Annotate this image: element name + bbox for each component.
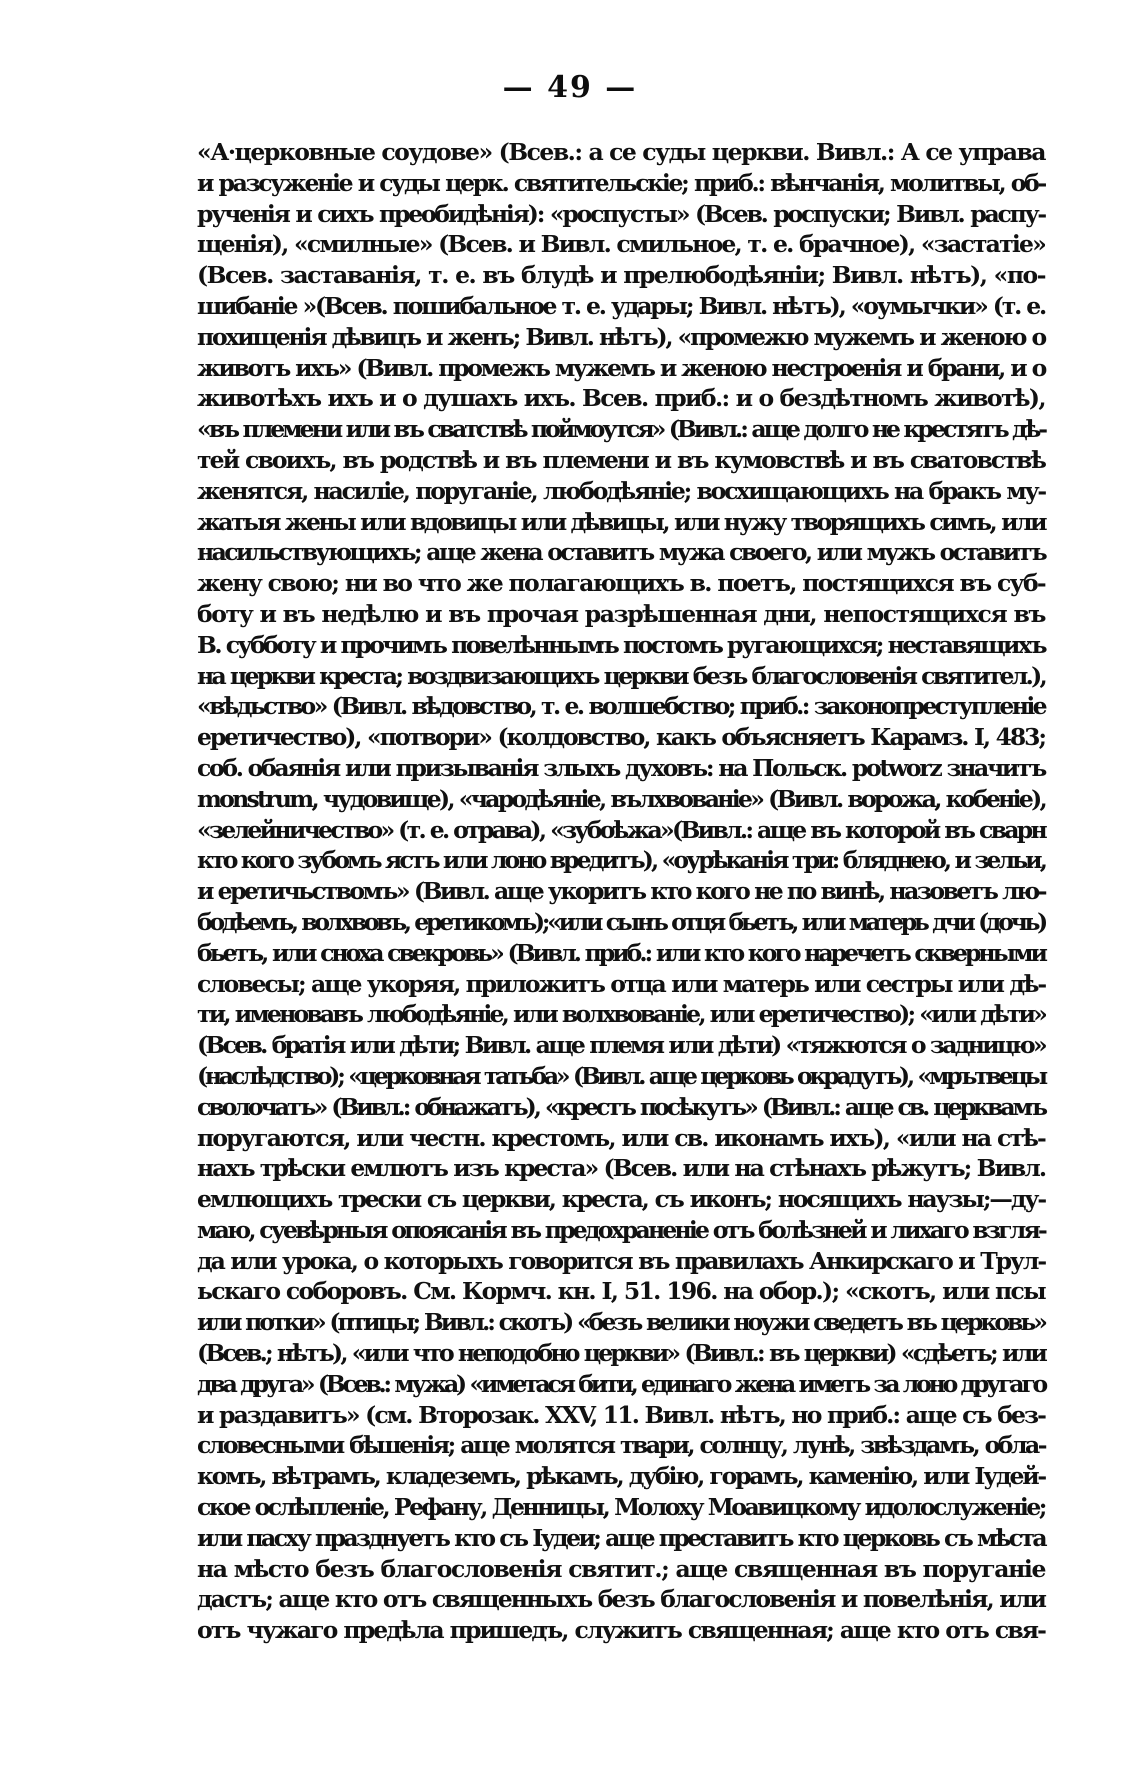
text-line: «зелейничество» (т. е. отрава), «зубоѣжа»(Вивл.: аще въ которой въ сварн [197, 815, 1045, 844]
text-line: емлющихъ трески съ церкви, креста, съ иконъ; носящихъ наузы;—ду- [197, 1185, 1045, 1214]
text-line: нахъ трѣски емлютъ изъ креста» (Всев. или на стѣнахъ рѣжутъ; Вивл. [197, 1154, 1045, 1183]
text-line: ьскаго соборовъ. См. Кормч. кн. I, 51. 196. на обор.); «скотъ, или псы [197, 1277, 1045, 1306]
text-line: женятся, насиліе, поруганіе, любодѣяніе; восхищающихъ на бракъ му- [197, 476, 1045, 505]
text-line: (наслѣдство); «церковная татьба» (Вивл. аще церковь окрадутъ), «мрътвецы [197, 1061, 1045, 1090]
text-line: еретичество), «потвори» (колдовство, какъ объясняетъ Карамз. I, 483; [197, 723, 1045, 752]
text-line: дастъ; аще кто отъ священныхъ безъ благословенія и повелѣнія, или [197, 1585, 1045, 1614]
text-line: ти, именовавъ любодѣяніе, или волхвованіе, или еретичество); «или дѣти» [197, 1000, 1045, 1029]
text-line: В. субботу и прочимъ повелѣннымъ постомъ ругающихся; неставящихъ [197, 630, 1045, 659]
text-line: или потки» (птицы; Вивл.: скотъ) «безъ велики ноужи сведетъ въ церковь» [197, 1308, 1045, 1337]
text-line: тей своихъ, въ родствѣ и въ племени и въ кумовствѣ и въ сватовствѣ [197, 445, 1045, 474]
text-line: комъ, вѣтрамъ, кладеземъ, рѣкамъ, дубію, горамъ, каменію, или Іудей- [197, 1462, 1045, 1491]
text-line: животѣхъ ихъ и о душахъ ихъ. Всев. приб.: и о бездѣтномъ животѣ), [197, 384, 1045, 413]
text-line: «вѣдьство» (Вивл. вѣдовство, т. е. волшебство; приб.: законопреступленіе [197, 692, 1045, 721]
text-line: и еретичьствомъ» (Вивл. аще укоритъ кто кого не по винѣ, назоветъ лю- [197, 877, 1045, 906]
text-line: на церкви креста; воздвизающихъ церкви безъ благословенія святител.), [197, 661, 1045, 690]
text-line: (Всев.; нѣтъ), «или что неподобно церкви» (Вивл.: въ церкви) «сдѣетъ; или [197, 1339, 1045, 1368]
text-line: шибаніе »(Всев. пошибальное т. е. удары; Вивл. нѣтъ), «оумычки» (т. е. [197, 291, 1045, 320]
text-line: отъ чужаго предѣла пришедъ, служитъ священная; аще кто отъ свя- [197, 1616, 1045, 1645]
text-line: словесными бѣшенія; аще молятся твари, солнцу, лунѣ, звѣздамъ, обла- [197, 1431, 1045, 1460]
text-line: кто кого зубомъ ястъ или лоно вредитъ), «оурѣканія три: бляднею, и зельи, [197, 846, 1045, 875]
text-line: животъ ихъ» (Вивл. промежъ мужемъ и женою нестроенія и брани, и о [197, 353, 1045, 382]
text-line: «въ племени или въ сватствѣ поймоутся» (Вивл.: аще долго не крестятъ дѣ- [197, 415, 1045, 444]
text-line: ское ослѣпленіе, Рефану, Денницы, Молоху Моавицкому идолослуженіе; [197, 1493, 1045, 1522]
text-line: похищенія дѣвицъ и женъ; Вивл. нѣтъ), «промежю мужемъ и женою о [197, 322, 1045, 351]
text-line: или пасху празднуетъ кто съ Іудеи; аще преставитъ кто церковь съ мѣста [197, 1523, 1045, 1552]
text-line: два друга» (Всев.: мужа) «иметася бити, единаго жена иметъ за лоно другаго [197, 1369, 1045, 1398]
text-line: соб. обаянія или призыванія злыхъ духовъ: на Польск. potworz значитъ [197, 753, 1045, 782]
text-line: словесы; аще укоряя, приложитъ отца или матерь или сестры или дѣ- [197, 969, 1045, 998]
text-line: (Всев. братія или дѣти; Вивл. аще племя или дѣти) «тяжются о задницю» [197, 1031, 1045, 1060]
text-line: и разсуженіе и суды церк. святительскіе; приб.: вѣнчанія, молитвы, об- [197, 168, 1045, 197]
text-line: (Всев. заставанія, т. е. въ блудѣ и прелюбодѣяніи; Вивл. нѣтъ), «по- [197, 261, 1045, 290]
text-line: сволочатъ» (Вивл.: обнажатъ), «крестъ посѣкутъ» (Вивл.: аще св. церквамъ [197, 1092, 1045, 1121]
text-line: боту и въ недѣлю и въ прочая разрѣшенная дни, непостящихся въ [197, 599, 1045, 628]
text-line: жену свою; ни во что же полагающихъ в. поетъ, постящихся въ суб- [197, 569, 1045, 598]
text-line: насильствующихъ; аще жена оставитъ мужа своего, или мужъ оставитъ [197, 538, 1045, 567]
text-line: на мѣсто безъ благословенія святит.; аще священная въ поруганіе [197, 1554, 1045, 1583]
text-line: поругаются, или честн. крестомъ, или св. иконамъ ихъ), «или на стѣ- [197, 1123, 1045, 1152]
text-line: да или урока, о которыхъ говорится въ правилахъ Анкирскаго и Трул- [197, 1246, 1045, 1275]
page-number: — 49 — [502, 70, 638, 105]
text-line: щенія), «смилные» (Всев. и Вивл. смильное, т. е. брачное), «застатіе» [197, 230, 1045, 259]
text-line: маю, суевѣрныя опоясанія въ предохраненіе отъ болѣзней и лихаго взгля- [197, 1215, 1045, 1244]
text-line: рученія и сихъ преобидѣнія): «роспусты» (Всев. роспуски; Вивл. распу- [197, 199, 1045, 228]
text-line: и раздавитъ» (см. Второзак. XXV, 11. Вивл. нѣтъ, но приб.: аще съ без- [197, 1400, 1045, 1429]
body-text [197, 137, 1045, 1646]
text-line: бодѣемъ, волхвовъ, еретикомъ);«или сынъ отця бьетъ, или матерь дчи (дочь) [197, 907, 1045, 936]
text-line: бьетъ, или сноха свекровь» (Вивл. приб.: или кто кого наречетъ скверными [197, 938, 1045, 967]
text-line: monstrum, чудовище), «чародѣяніе, вълхвованіе» (Вивл. ворожа, кобеніе), [197, 784, 1045, 813]
text-line: жатыя жены или вдовицы или дѣвицы, или нужу творящихъ симъ, или [197, 507, 1045, 536]
text-line: «А·церковные соудове» (Всев.: а се суды церкви. Вивл.: А се управа [197, 138, 1045, 166]
